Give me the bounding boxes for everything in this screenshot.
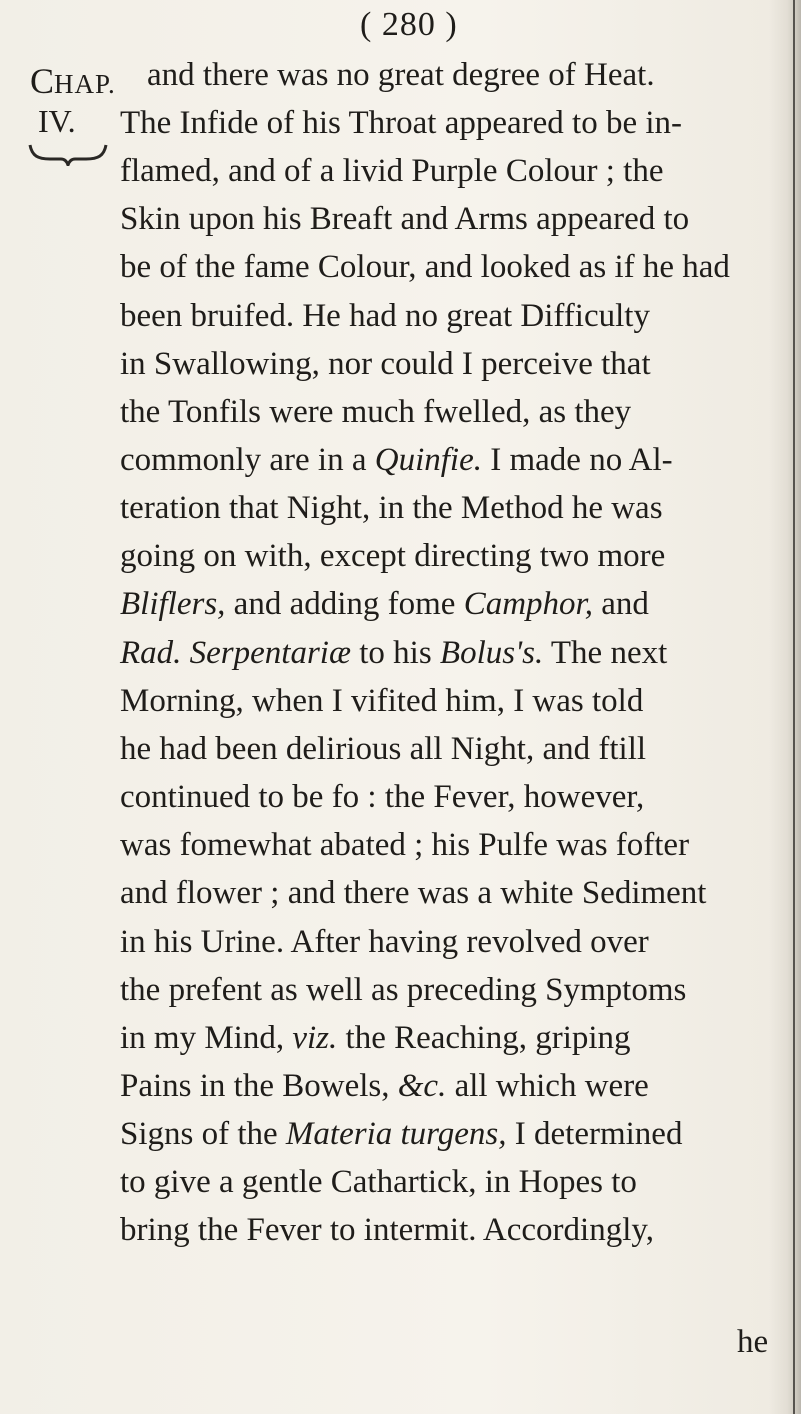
- body-line-25: [120, 1210, 654, 1250]
- chapter-label: [30, 60, 116, 102]
- page-number: ( 280 ): [360, 6, 458, 43]
- body-line-8: [120, 392, 631, 432]
- text-segment: going on with, except directing two more: [120, 538, 666, 574]
- text-segment: Skin upon his Breaft and Arms appeared to: [120, 201, 690, 237]
- body-line-4: [120, 199, 689, 239]
- body-line-20: [120, 970, 686, 1010]
- chapter-word: HAP.: [54, 69, 116, 99]
- text-segment: Morning, when I vifited him, I was told: [120, 683, 644, 719]
- text-segment: the Reaching, griping: [337, 1020, 631, 1056]
- body-line-1: [147, 55, 655, 95]
- margin-brace-icon: [28, 142, 108, 166]
- text-segment: in his Urine. After having revolved over: [120, 924, 649, 960]
- text-segment: he had been delirious all Night, and ftill: [120, 731, 647, 767]
- chapter-number: IV.: [38, 103, 76, 139]
- text-segment: teration that Night, in the Method he was: [120, 490, 663, 526]
- body-line-14: [120, 681, 643, 721]
- text-segment: in Swallowing, nor could I perceive that: [120, 346, 651, 382]
- text-segment: the prefent as well as preceding Symptoms: [120, 972, 687, 1008]
- chapter-initial: C: [30, 61, 55, 101]
- text-segment: The Infide of his Throat appeared to be in-: [120, 105, 683, 141]
- text-segment: The next: [543, 635, 668, 671]
- page-edge-line: [793, 0, 795, 1414]
- text-segment: Quinfie.: [374, 442, 482, 478]
- body-line-24: [120, 1162, 637, 1202]
- text-segment: and flower ; and there was a white Sediment: [120, 875, 707, 911]
- text-segment: Materia turgens,: [285, 1116, 507, 1152]
- text-segment: and there was no great degree of Heat.: [147, 57, 655, 93]
- text-segment: viz.: [292, 1020, 338, 1056]
- body-line-6: [120, 296, 650, 336]
- text-segment: &c.: [397, 1068, 447, 1104]
- text-segment: all which were: [446, 1068, 649, 1104]
- body-line-5: [120, 247, 730, 287]
- body-line-23: [120, 1114, 682, 1154]
- text-segment: I determined: [506, 1116, 683, 1152]
- text-segment: Signs of the: [120, 1116, 286, 1152]
- text-segment: Pains in the Bowels,: [120, 1068, 398, 1104]
- body-line-12: [120, 584, 649, 624]
- text-segment: to give a gentle Cathartick, in Hopes to: [120, 1164, 637, 1200]
- body-line-21: [120, 1018, 631, 1058]
- body-line-22: [120, 1066, 649, 1106]
- text-segment: continued to be fo : the Fever, however,: [120, 779, 645, 815]
- text-segment: I made no Al-: [482, 442, 673, 478]
- text-segment: be of the fame Colour, and looked as if he had: [120, 249, 730, 285]
- body-line-13: [120, 633, 667, 673]
- text-segment: Rad. Serpentariæ: [120, 635, 351, 671]
- text-segment: and adding fome: [225, 586, 464, 622]
- text-segment: Bliflers,: [120, 586, 226, 622]
- body-line-9: [120, 440, 673, 480]
- text-segment: and: [592, 586, 649, 622]
- text-segment: to his: [350, 635, 440, 671]
- text-segment: Bolus's.: [439, 635, 544, 671]
- margin-brace: [28, 142, 108, 166]
- text-segment: bring the Fever to intermit. Accordingly,: [120, 1212, 654, 1248]
- body-line-2: [120, 103, 682, 143]
- text-segment: the Tonfils were much fwelled, as they: [120, 394, 632, 430]
- body-line-7: [120, 344, 651, 384]
- body-line-17: [120, 825, 689, 865]
- body-line-11: [120, 536, 665, 576]
- text-segment: in my Mind,: [120, 1020, 293, 1056]
- catchword: he: [737, 1324, 769, 1360]
- body-line-3: [120, 151, 663, 191]
- body-line-15: [120, 729, 646, 769]
- body-line-19: [120, 922, 649, 962]
- body-line-18: [120, 873, 706, 913]
- text-segment: commonly are in a: [120, 442, 375, 478]
- body-line-10: [120, 488, 663, 528]
- text-segment: Camphor,: [463, 586, 593, 622]
- text-segment: been bruifed. He had no great Difficulty: [120, 298, 650, 334]
- text-segment: was fomewhat abated ; his Pulfe was fofter: [120, 827, 690, 863]
- text-segment: flamed, and of a livid Purple Colour ; the: [120, 153, 664, 189]
- body-line-16: [120, 777, 644, 817]
